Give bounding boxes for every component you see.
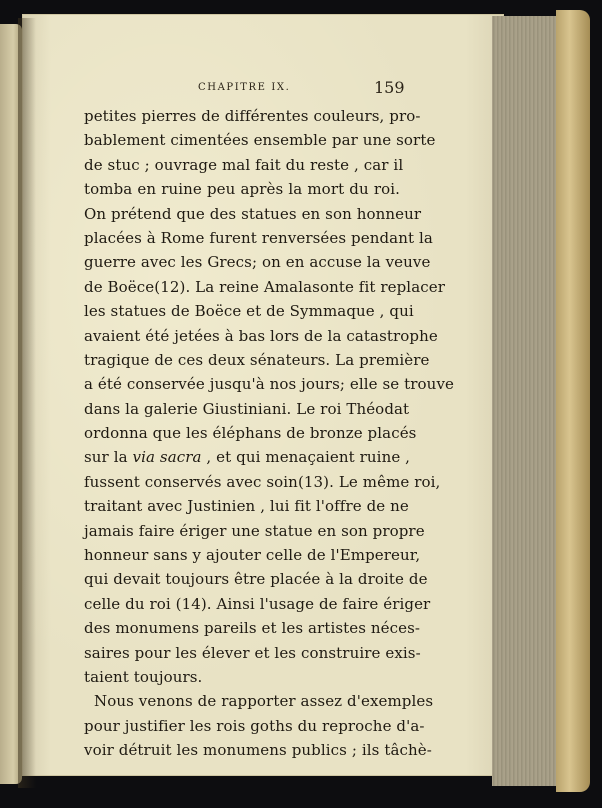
text-line: guerre avec les Grecs; on en accuse la veuve — [84, 253, 431, 272]
text-line: dans la galerie Giustiniani. Le roi Théodat — [84, 399, 410, 418]
text-line: saires pour les élever et les construire exis- — [84, 643, 421, 662]
text-line-with-italic — [84, 445, 411, 469]
text-line: placées à Rome furent renversées pendant la — [84, 228, 433, 247]
text-line: des monumens pareils et les artistes néces- — [84, 619, 421, 638]
gutter-shadow — [18, 18, 36, 788]
text-line: tragique de ces deux sénateurs. La première — [84, 350, 430, 369]
text-line: voir détruit les monumens publics ; ils tâchè- — [84, 741, 432, 760]
text-line: traitant avec Justinien , lui fit l'offre de ne — [84, 497, 409, 516]
text-line: honneur sans y ajouter celle de l'Empereur, — [84, 546, 421, 565]
text-line: fussent conservés avec soin(13). Le même roi, — [84, 472, 441, 491]
text-line: les statues de Boëce et de Symmaque , qui — [84, 302, 414, 321]
text-line: tomba en ruine peu après la mort du roi. — [84, 180, 400, 199]
text-line: de Boëce(12). La reine Amalasonte fit replacer — [84, 277, 445, 296]
text-line: a été conservée jusqu'à nos jours; elle se trouve — [84, 375, 454, 394]
text-line: jamais faire ériger une statue en son propre — [84, 521, 425, 540]
body-text — [84, 104, 454, 763]
page-block-edges — [492, 16, 562, 786]
text-line: On prétend que des statues en son honneur — [84, 204, 422, 223]
text-line: de stuc ; ouvrage mal fait du reste , car il — [84, 155, 404, 174]
text-line: pour justifier les rois goths du reproche d'a- — [84, 716, 425, 735]
text-line: Nous venons de rapporter assez d'exemples — [94, 692, 434, 711]
text-line: taient toujours. — [84, 667, 203, 686]
text-fragment: , et qui menaçaient ruine , — [201, 448, 411, 467]
text-line: avaient été jetées à bas lors de la catastrophe — [84, 326, 438, 345]
book-cover-edge — [556, 10, 590, 792]
page-number: 159 — [374, 78, 405, 97]
italic-phrase: via sacra — [132, 448, 202, 467]
text-line: celle du roi (14). Ainsi l'usage de faire ériger — [84, 594, 431, 613]
running-head: CHAPITRE IX. — [198, 82, 291, 93]
text-line: petites pierres de différentes couleurs, pro- — [84, 107, 421, 125]
text-fragment: sur la — [84, 448, 128, 467]
text-line: ordonna que les éléphans de bronze placés — [84, 424, 417, 443]
text-line: bablement cimentées ensemble par une sorte — [84, 131, 436, 150]
page-header — [22, 78, 504, 100]
text-line: qui devait toujours être placée à la droite de — [84, 570, 428, 589]
